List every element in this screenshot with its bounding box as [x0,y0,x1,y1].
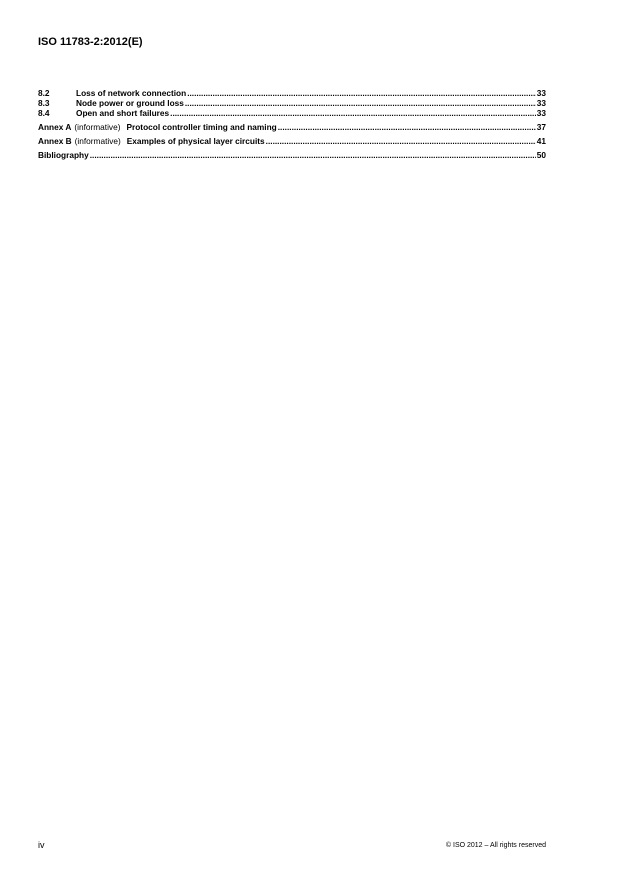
toc-entry-8-3[interactable] [38,98,546,108]
page-ref: 33 [536,88,546,98]
copyright-notice: © ISO 2012 – All rights reserved [445,842,546,849]
page-ref: 33 [536,98,546,108]
clause-title: Node power or ground loss [76,98,184,108]
toc-entry-bibliography[interactable] [38,150,546,160]
dot-leader [266,136,536,146]
page-ref: 37 [536,122,546,132]
clause-number: 8.2 [38,88,50,98]
annex-qualifier: (informative) [74,122,121,132]
annex-qualifier: (informative) [74,136,121,146]
dot-leader [90,150,536,160]
dot-leader [185,98,536,108]
toc-entry-8-2[interactable] [38,88,546,98]
table-of-contents [38,88,546,160]
dot-leader [187,88,536,98]
dot-leader [278,122,536,132]
bibliography-title: Bibliography [38,150,89,160]
annex-title: Examples of physical layer circuits [126,136,265,146]
annex-title: Protocol controller timing and naming [126,122,277,132]
clause-number: 8.4 [38,108,50,118]
dot-leader [170,108,536,118]
clause-title: Loss of network connection [76,88,187,98]
page-ref: 33 [536,108,546,118]
page-number: iv [38,840,45,850]
annex-label: Annex B [38,136,72,146]
clause-title: Open and short failures [76,108,170,118]
page-ref: 50 [536,150,546,160]
clause-number: 8.3 [38,98,50,108]
annex-label: Annex A [38,122,72,132]
toc-entry-annex-b[interactable] [38,136,546,146]
page-ref: 41 [536,136,546,146]
toc-entry-8-4[interactable] [38,108,546,118]
toc-entry-annex-a[interactable] [38,122,546,132]
document-id: ISO 11783-2:2012(E) [38,36,143,48]
